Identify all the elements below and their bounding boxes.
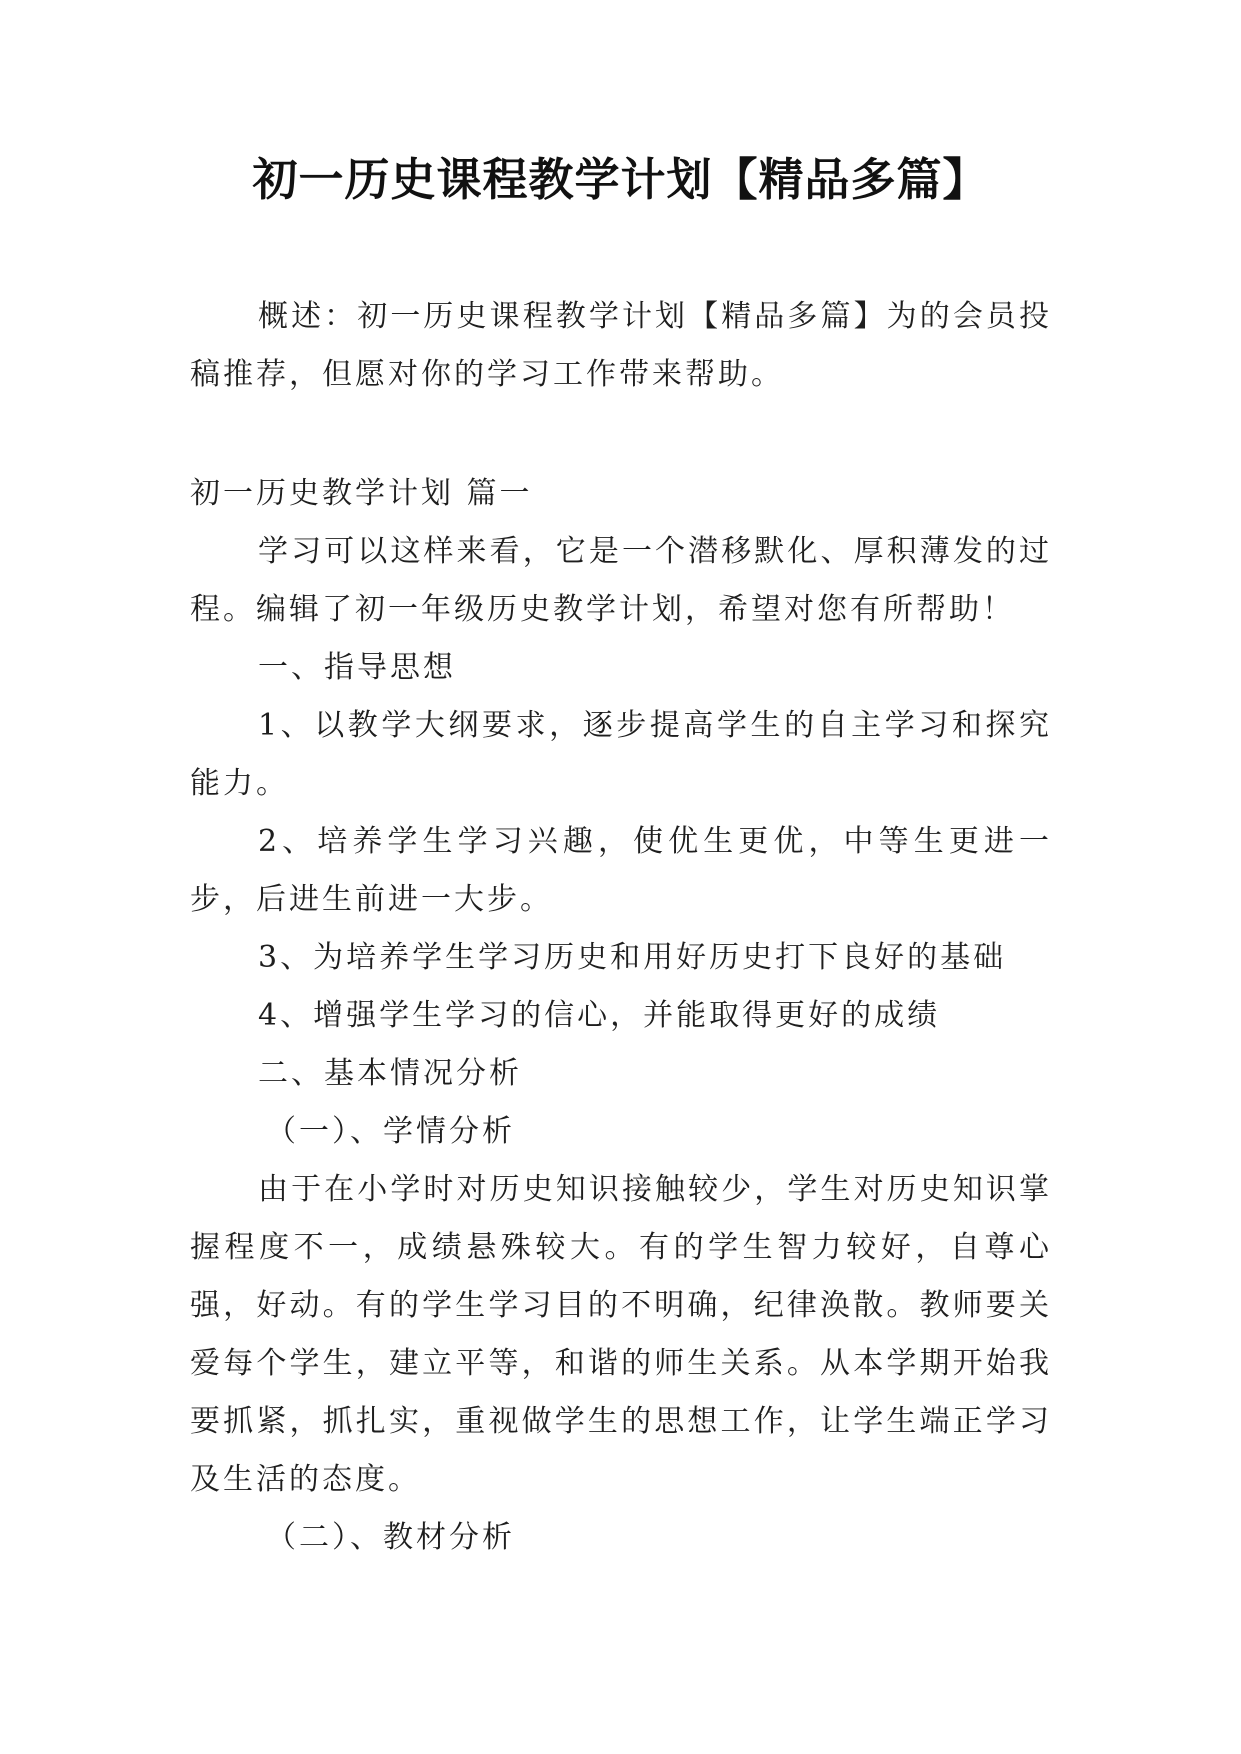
list-item-4: 4、增强学生学习的信心，并能取得更好的成绩 xyxy=(258,998,941,1033)
list-item-1: 1、以教学大纲要求，逐步提高学生的自主学习和探究能力。 xyxy=(190,708,1052,801)
list-item-3: 3、为培养学生学习历史和用好历史打下良好的基础 xyxy=(258,940,1007,975)
section-heading: 初一历史教学计划 篇一 xyxy=(190,476,533,511)
heading-basic-analysis: 二、基本情况分析 xyxy=(258,1056,522,1091)
heading-guiding-thought: 一、指导思想 xyxy=(258,650,456,685)
student-analysis-paragraph: 由于在小学时对历史知识接触较少，学生对历史知识掌握程度不一，成绩悬殊较大。有的学生智力较好，自尊心强，好动。有的学生学习目的不明确，纪律涣散。教师要关爱每个学生，建立平等，和谐的师生关系。从本学期开始我要抓紧，抓扎实，重视做学生的思想工作，让学生端正学习及生活的态度。 xyxy=(190,1172,1052,1497)
summary-paragraph: 概述：初一历史课程教学计划【精品多篇】为的会员投稿推荐，但愿对你的学习工作带来帮助。 xyxy=(190,299,1052,392)
subheading-student-analysis: （一）、学情分析 xyxy=(266,1114,515,1149)
list-item-2: 2、培养学生学习兴趣，使优生更优，中等生更进一步，后进生前进一大步。 xyxy=(190,824,1052,917)
document-title: 初一历史课程教学计划【精品多篇】 xyxy=(252,153,989,206)
summary-block xyxy=(190,288,1052,404)
subheading-textbook-analysis: （二）、教材分析 xyxy=(266,1520,515,1555)
content-block xyxy=(190,465,1052,1567)
intro-paragraph: 学习可以这样来看，它是一个潜移默化、厚积薄发的过程。编辑了初一年级历史教学计划，希望对您有所帮助！ xyxy=(190,534,1052,627)
